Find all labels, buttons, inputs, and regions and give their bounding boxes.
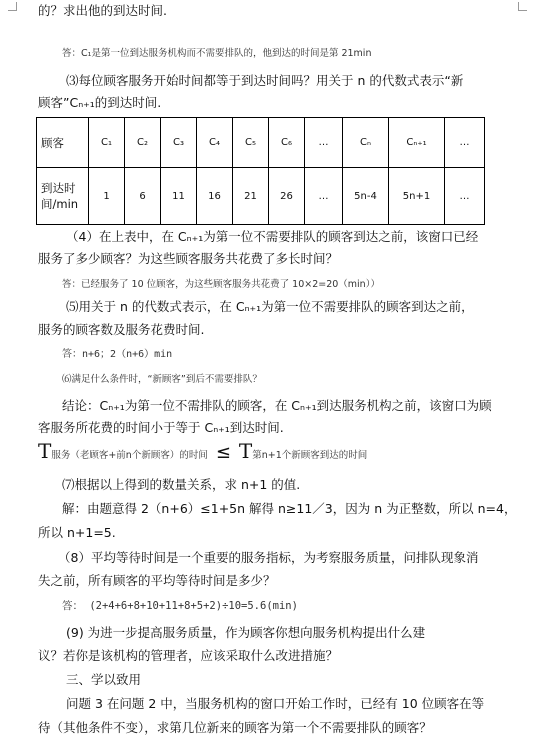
answer-line: 答：n+6；2（n+6）min <box>62 349 173 360</box>
table-cell: … <box>445 118 485 168</box>
table-cell: 1 <box>89 168 125 225</box>
answer-line: 答： (2+4+6+8+10+11+8+5+2)÷10=5.6(min) <box>62 600 298 612</box>
question-6: ⑹满足什么条件时，“新顾客”到后不需要排队？ <box>62 374 262 385</box>
formula-subscript-right: 第n+1个新顾客到达的时间 <box>252 450 368 461</box>
conclusion-line: 结论：Cₙ₊₁为第一位不需排队的顾客，在 Cₙ₊₁到达服务机构之前，该窗口为顾 <box>62 398 492 413</box>
text-line: 客服务所花费的时间小于等于 Cₙ₊₁到达时间. <box>38 420 284 435</box>
answer-line: 答：C₁是第一位到达服务机构而不需要排队的，他到达的时间是第 21min <box>62 48 372 59</box>
table-header-arrival: 到达时间/min <box>37 168 89 225</box>
inequality-formula <box>38 439 368 468</box>
table-cell: … <box>305 118 343 168</box>
section-heading: 三、学以致用 <box>66 672 142 687</box>
question-5: ⑸用关于 n 的代数式表示，在 Cₙ₊₁为第一位不需要排队的顾客到达之前， <box>66 299 474 314</box>
table-row <box>37 118 485 168</box>
table-cell: … <box>445 168 485 225</box>
table-row <box>37 168 485 225</box>
formula-t-right: T <box>238 439 253 463</box>
table-cell: Cₙ <box>343 118 389 168</box>
answer-line: 答：已经服务了 10 位顾客，为这些顾客服务共花费了 10×2=20（min）） <box>62 279 380 290</box>
table-cell: C₃ <box>161 118 197 168</box>
question-8: （8）平均等待时间是一个重要的服务指标，为考察服务质量，问排队现象消 <box>58 550 479 565</box>
formula-t-left: T <box>38 439 52 463</box>
text-line: 服务了多少顾客？为这些顾客服务共花费了多长时间？ <box>38 251 339 266</box>
text-line: 顾客”Cₙ₊₁的到达时间. <box>38 95 162 110</box>
text-line: 议？若你是该机构的管理者，应该采取什么改进措施？ <box>38 648 339 663</box>
text-line: 的？求出他的到达时间. <box>38 3 167 18</box>
formula-leq: ≤ <box>215 442 231 463</box>
text-line: 所以 n+1=5. <box>38 525 116 540</box>
question-3: ⑶每位顾客服务开始时间都等于到达时间吗？用关于 n 的代数式表示“新 <box>66 73 464 88</box>
arrival-table <box>36 117 485 225</box>
table-header-customer: 顾客 <box>37 118 89 168</box>
solution-line: 解：由题意得 2（n+6）≤1+5n 解得 n≥11／3，因为 n 为正整数，所以 n=4， <box>62 501 517 516</box>
problem-3: 问题 3 在问题 2 中，当服务机构的窗口开始工作时，已经有 10 位顾客在等 <box>66 696 485 711</box>
table-cell: 5n+1 <box>389 168 445 225</box>
text-line: 失之前，所有顾客的平均等待时间是多少？ <box>38 573 276 588</box>
table-cell: … <box>305 168 343 225</box>
table-cell: C₂ <box>125 118 161 168</box>
table-cell: 16 <box>197 168 233 225</box>
text-line: 服务的顾客数及服务花费时间. <box>38 322 205 337</box>
table-cell: C₄ <box>197 118 233 168</box>
table-cell: C₆ <box>269 118 305 168</box>
table-cell: C₅ <box>233 118 269 168</box>
formula-subscript-left: 服务（老顾客+前n个新顾客）的时间 <box>51 450 208 461</box>
question-7: ⑺根据以上得到的数量关系，求 n+1 的值. <box>62 477 301 492</box>
question-4: （4）在上表中，在 Cₙ₊₁为第一位不需要排队的顾客到达之前，该窗口已经 <box>66 229 479 244</box>
table-cell: 11 <box>161 168 197 225</box>
corner-mark-right <box>518 2 527 11</box>
table-cell: 6 <box>125 168 161 225</box>
table-cell: C₁ <box>89 118 125 168</box>
corner-mark-left <box>8 2 17 11</box>
question-9: (9) 为进一步提高服务质量，作为顾客你想向服务机构提出什么建 <box>66 625 426 640</box>
table-cell: 5n-4 <box>343 168 389 225</box>
text-line: 待（其他条件不变），求第几位新来的顾客为第一个不需要排队的顾客？ <box>38 720 432 735</box>
table-cell: 21 <box>233 168 269 225</box>
table-cell: Cₙ₊₁ <box>389 118 445 168</box>
table-cell: 26 <box>269 168 305 225</box>
